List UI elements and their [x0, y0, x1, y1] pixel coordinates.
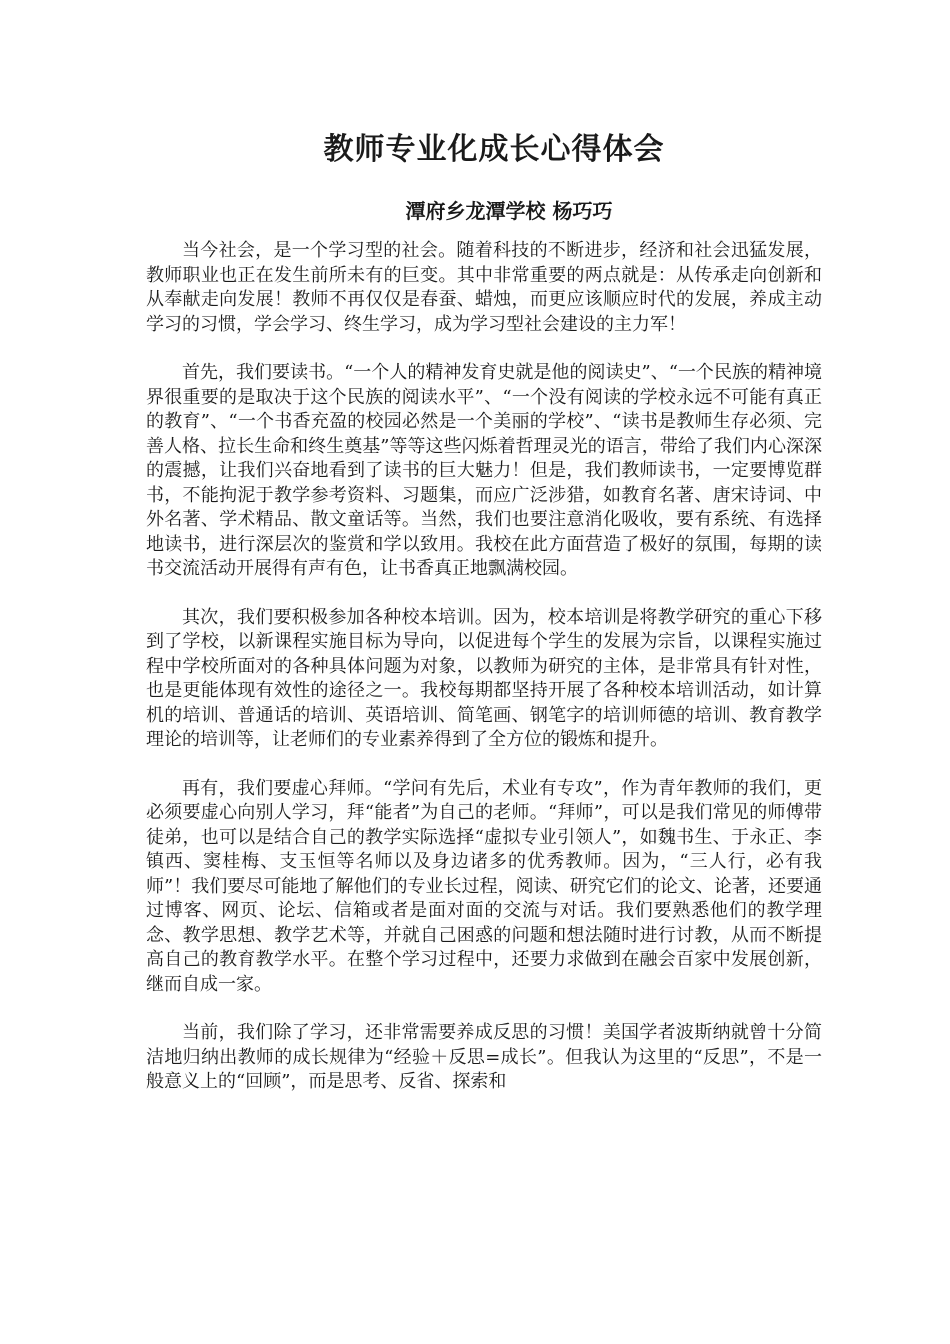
paragraph-intro: 当今社会，是一个学习型的社会。随着科技的不断进步，经济和社会迅猛发展，教师职业也正在发生前所未有的巨变。其中非常重要的两点就是：从传承走向创新和从奉献走向发展！教师不再仅仅是春蚕、蜡烛，而更应该顺应时代的发展，养成主动学习的习惯，学会学习、终生学习，成为学习型社会建设的主力军！: [146, 240, 822, 335]
paragraph-training: 其次，我们要积极参加各种校本培训。因为，校本培训是将教学研究的重心下移到了学校，以新课程实施目标为导向，以促进每个学生的发展为宗旨，以课程实施过程中学校所面对的各种具体问题为对象，以教师为研究的主体，是非常具有针对性，也是更能体现有效性的途径之一。我校每期都坚持开展了各种校本培训活动，如计算机的培训、普通话的培训、英语培训、简笔画、钢笔字的培训师德的培训、教育教学理论的培训等，让老师们的专业素养得到了全方位的锻炼和提升。: [146, 606, 822, 750]
paragraph-reflection: 当前，我们除了学习，还非常需要养成反思的习惯！美国学者波斯纳就曾十分简洁地归纳出教师的成长规律为“经验＋反思=成长”。但我认为这里的“反思”，不是一般意义上的“回顾”，而是思考、反省、探索和: [146, 1022, 822, 1092]
document-page: [146, 128, 822, 1095]
paragraph-reading: 首先，我们要读书。“一个人的精神发育史就是他的阅读史”、“一个民族的精神境界很重要的是取决于这个民族的阅读水平”、“一个没有阅读的学校永远不可能有真正的教育”、“一个书香充盈的校园必然是一个美丽的学校”、“读书是教师生存必须、完善人格、拉长生命和终生奠基”等等这些闪烁着哲理灵光的语言，带给了我们内心深深的震撼，让我们兴奋地看到了读书的巨大魅力！但是，我们教师读书，一定要博览群书，不能拘泥于教学参考资料、习题集，而应广泛涉猎，如教育名著、唐宋诗词、中外名著、学术精品、散文童话等。当然，我们也要注意消化吸收，要有系统、有选择地读书，进行深层次的鉴赏和学以致用。我校在此方面营造了极好的氛围，每期的读书交流活动开展得有声有色，让书香真正地飘满校园。: [146, 362, 822, 579]
paragraph-mentors: 再有，我们要虚心拜师。“学问有先后，术业有专攻”，作为青年教师的我们，更必须要虚心向别人学习，拜“能者”为自己的老师。“拜师”，可以是我们常见的师傅带徒弟，也可以是结合自己的教学实际选择“虚拟专业引领人”，如魏书生、于永正、李镇西、窦桂梅、支玉恒等名师以及身边诸多的优秀教师。因为，“三人行，必有我师”！我们要尽可能地了解他们的专业长过程，阅读、研究它们的论文、论著，还要通过博客、网页、论坛、信箱或者是面对面的交流与对话。我们要熟悉他们的教学理念、教学思想、教学艺术等，并就自己困惑的问题和想法随时进行讨教，从而不断提高自己的教育教学水平。在整个学习过程中，还要力求做到在融会百家中发展创新，继而自成一家。: [146, 777, 822, 995]
document-title: 教师专业化成长心得体会: [323, 132, 665, 167]
author-line: 潭府乡龙潭学校 杨巧巧: [405, 199, 613, 223]
